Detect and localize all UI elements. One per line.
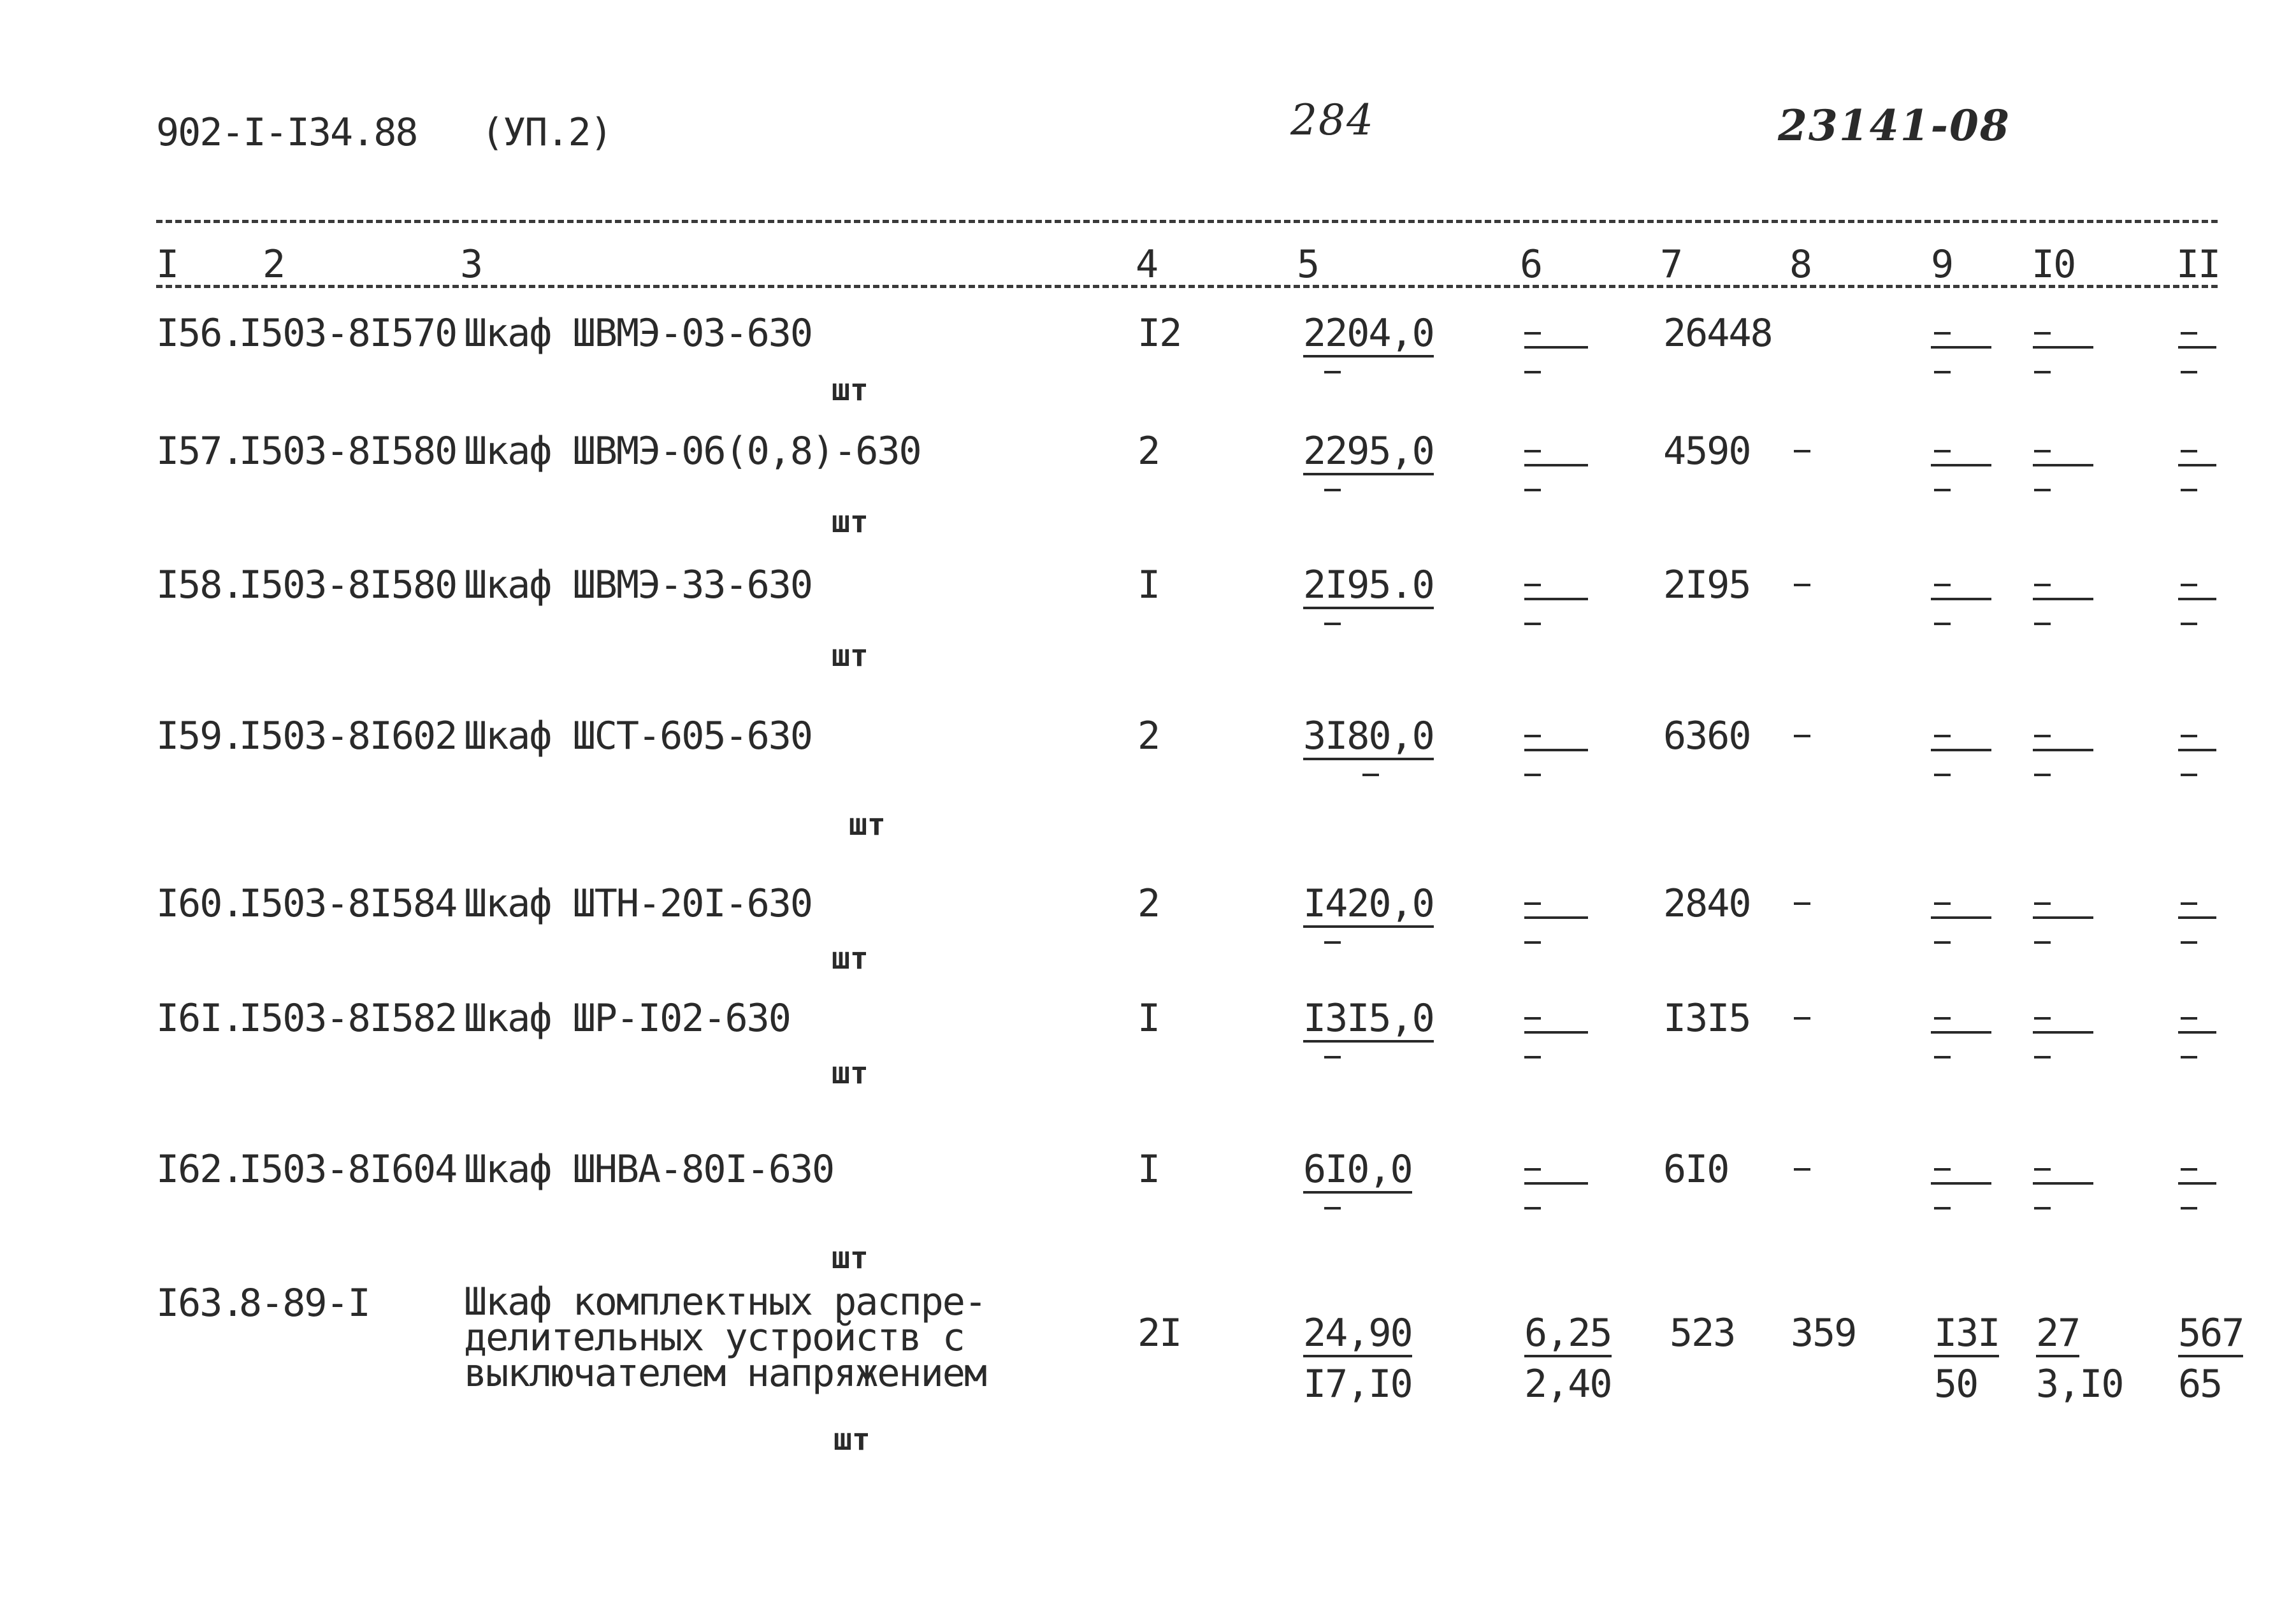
empty-col11-top [2178, 598, 2216, 600]
empty-col6-dash [1524, 450, 1541, 452]
row-unit: шт [832, 372, 869, 408]
empty-col10-top [2033, 749, 2093, 751]
row-total: 4590 [1663, 429, 1751, 473]
empty-col9-dash [1934, 584, 1951, 586]
empty-col6-dash [1524, 902, 1541, 905]
empty-col8-dash [1794, 1168, 1810, 1171]
row-price: I3I5,0 [1303, 999, 1434, 1043]
empty-col6-bottom [1524, 1207, 1541, 1210]
row-col6-bottom: 2,40 [1524, 1362, 1612, 1406]
empty-col10-dash [2034, 902, 2051, 905]
empty-price-bottom [1362, 774, 1379, 776]
empty-col11-bottom [2181, 774, 2197, 776]
empty-col9-bottom [1934, 1207, 1951, 1210]
empty-col9-dash [1934, 1168, 1951, 1171]
empty-col11-dash [2181, 450, 2197, 452]
empty-col9-dash [1934, 450, 1951, 452]
row-total: 2I95 [1663, 563, 1751, 607]
table-top-border [156, 220, 2218, 223]
row-position: I62. [156, 1147, 243, 1192]
empty-col6-top [1524, 1031, 1588, 1034]
empty-col10-top [2033, 346, 2093, 349]
document-code: 902-I-I34.88 [156, 110, 417, 155]
row-price: 6I0,0 [1303, 1150, 1412, 1194]
table-header-border [156, 285, 2218, 288]
empty-col11-bottom [2181, 489, 2197, 491]
empty-col11-bottom [2181, 1207, 2197, 1210]
empty-col6-bottom [1524, 1056, 1541, 1058]
empty-col10-bottom [2034, 1207, 2051, 1210]
row-col6-top: 6,25 [1524, 1314, 1612, 1357]
row-col11-top: 567 [2178, 1314, 2243, 1357]
empty-col11-top [2178, 1031, 2216, 1034]
row-name: Шкаф ШНВА-80I-630 [464, 1147, 834, 1192]
empty-col10-bottom [2034, 489, 2051, 491]
column-header-3: 3 [460, 242, 482, 287]
empty-col6-dash [1524, 1017, 1541, 1020]
column-header-8: 8 [1789, 242, 1812, 287]
empty-col10-top [2033, 1182, 2093, 1185]
row-unit: шт [832, 941, 869, 976]
column-header-2: 2 [263, 242, 285, 287]
empty-col10-dash [2034, 1168, 2051, 1171]
row-qty: 2 [1137, 429, 1160, 473]
row-unit: шт [834, 1422, 870, 1457]
empty-col9-top [1931, 598, 1991, 600]
row-name [464, 1280, 986, 1396]
row-price: 3I80,0 [1303, 717, 1434, 760]
empty-price-bottom [1324, 489, 1341, 491]
row-col8: 359 [1791, 1311, 1856, 1355]
empty-col9-top [1931, 749, 1991, 751]
empty-col8-dash [1794, 902, 1810, 905]
empty-col10-dash [2034, 450, 2051, 452]
empty-col9-bottom [1934, 774, 1951, 776]
empty-col11-top [2178, 464, 2216, 466]
empty-col10-top [2033, 1031, 2093, 1034]
row-code: I503-8I582 [239, 996, 457, 1041]
empty-col6-bottom [1524, 941, 1541, 944]
row-total: 26448 [1663, 311, 1772, 356]
empty-col11-top [2178, 749, 2216, 751]
empty-col11-dash [2181, 584, 2197, 586]
empty-col11-bottom [2181, 1056, 2197, 1058]
row-position: I63. [156, 1281, 243, 1325]
row-unit: шт [849, 807, 886, 842]
empty-col11-dash [2181, 332, 2197, 335]
row-col9-bottom: 50 [1934, 1362, 1978, 1406]
empty-col9-bottom [1934, 623, 1951, 625]
row-total: 6I0 [1663, 1147, 1729, 1192]
row-position: I57. [156, 429, 243, 473]
row-qty: I [1137, 996, 1160, 1041]
inventory-stamp: 23141-08 [1778, 101, 2011, 150]
empty-col11-dash [2181, 735, 2197, 737]
empty-price-bottom [1324, 1207, 1341, 1210]
empty-col10-dash [2034, 332, 2051, 335]
row-code: I503-8I570 [239, 311, 457, 356]
empty-col9-top [1931, 1182, 1991, 1185]
empty-col10-bottom [2034, 371, 2051, 373]
empty-col9-dash [1934, 902, 1951, 905]
empty-col9-bottom [1934, 371, 1951, 373]
empty-col6-top [1524, 598, 1588, 600]
row-position: I56. [156, 311, 243, 356]
row-code: I503-8I580 [239, 563, 457, 607]
row-name: Шкаф ШР-I02-630 [464, 996, 790, 1041]
empty-col11-bottom [2181, 371, 2197, 373]
empty-col10-bottom [2034, 774, 2051, 776]
empty-col11-bottom [2181, 941, 2197, 944]
row-price-bottom: I7,I0 [1303, 1362, 1412, 1406]
column-header-1: I [156, 242, 178, 287]
row-position: I60. [156, 881, 243, 926]
empty-col10-top [2033, 598, 2093, 600]
album-label: (УП.2) [481, 110, 612, 155]
empty-col9-top [1931, 346, 1991, 349]
empty-col9-bottom [1934, 941, 1951, 944]
empty-col11-bottom [2181, 623, 2197, 625]
row-total: I3I5 [1663, 996, 1751, 1041]
row-code: I503-8I604 [239, 1147, 457, 1192]
empty-col10-bottom [2034, 1056, 2051, 1058]
row-code: I503-8I580 [239, 429, 457, 473]
empty-col6-dash [1524, 1168, 1541, 1171]
empty-col10-bottom [2034, 623, 2051, 625]
empty-col11-top [2178, 916, 2216, 919]
empty-col8-dash [1794, 584, 1810, 586]
row-qty: I2 [1137, 311, 1181, 356]
row-unit: шт [832, 638, 869, 674]
empty-col6-bottom [1524, 623, 1541, 625]
empty-col6-bottom [1524, 371, 1541, 373]
empty-col6-top [1524, 916, 1588, 919]
row-price: 2295,0 [1303, 432, 1434, 475]
empty-col9-dash [1934, 735, 1951, 737]
empty-col10-bottom [2034, 941, 2051, 944]
row-code: 8-89-I [239, 1281, 370, 1325]
empty-price-bottom [1324, 371, 1341, 373]
column-header-6: 6 [1520, 242, 1542, 287]
empty-price-bottom [1324, 623, 1341, 625]
row-qty: 2I [1137, 1311, 1181, 1355]
empty-col6-top [1524, 464, 1588, 466]
empty-col6-bottom [1524, 489, 1541, 491]
row-price: I420,0 [1303, 885, 1434, 928]
row-col11-bottom: 65 [2178, 1362, 2222, 1406]
empty-col11-dash [2181, 1168, 2197, 1171]
row-name-line: выключателем напряжением [464, 1351, 986, 1396]
row-col10-bottom: 3,I0 [2036, 1362, 2123, 1406]
empty-col11-dash [2181, 1017, 2197, 1020]
row-qty: 2 [1137, 881, 1160, 926]
column-header-5: 5 [1297, 242, 1319, 287]
row-name: Шкаф ШТН-20I-630 [464, 881, 812, 926]
empty-col10-top [2033, 916, 2093, 919]
row-name-line: делительных устройств с [464, 1315, 964, 1360]
page-number: 284 [1290, 96, 1375, 145]
row-position: I6I. [156, 996, 243, 1041]
row-total: 523 [1670, 1311, 1735, 1355]
row-name: Шкаф ШВМЭ-33-630 [464, 563, 812, 607]
row-name-line: Шкаф комплектных распре- [464, 1280, 986, 1324]
empty-col10-dash [2034, 584, 2051, 586]
row-col10-top: 27 [2036, 1314, 2079, 1357]
row-qty: I [1137, 1147, 1160, 1192]
row-position: I58. [156, 563, 243, 607]
empty-col6-top [1524, 346, 1588, 349]
row-code: I503-8I584 [239, 881, 457, 926]
row-name: Шкаф ШВМЭ-03-630 [464, 311, 812, 356]
row-qty: I [1137, 563, 1160, 607]
row-price-top: 24,90 [1303, 1314, 1412, 1357]
empty-col9-top [1931, 1031, 1991, 1034]
empty-col10-dash [2034, 1017, 2051, 1020]
row-name: Шкаф ШВМЭ-06(0,8)-630 [464, 429, 921, 473]
column-header-7: 7 [1660, 242, 1682, 287]
row-total: 6360 [1663, 714, 1751, 758]
column-header-4: 4 [1136, 242, 1158, 287]
empty-col6-top [1524, 1182, 1588, 1185]
empty-col9-top [1931, 916, 1991, 919]
empty-col9-top [1931, 464, 1991, 466]
row-position: I59. [156, 714, 243, 758]
row-unit: шт [832, 1240, 869, 1276]
empty-price-bottom [1324, 941, 1341, 944]
row-price: 2204,0 [1303, 314, 1434, 358]
row-price: 2I95.0 [1303, 566, 1434, 609]
empty-col6-bottom [1524, 774, 1541, 776]
empty-col6-dash [1524, 735, 1541, 737]
empty-col6-top [1524, 749, 1588, 751]
empty-col8-dash [1794, 1017, 1810, 1020]
row-col9-top: I3I [1934, 1314, 1999, 1357]
empty-col8-dash [1794, 735, 1810, 737]
empty-col11-dash [2181, 902, 2197, 905]
row-unit: шт [832, 504, 869, 540]
column-header-9: 9 [1931, 242, 1953, 287]
empty-col10-top [2033, 464, 2093, 466]
empty-col10-dash [2034, 735, 2051, 737]
row-unit: шт [832, 1055, 869, 1091]
empty-col6-dash [1524, 584, 1541, 586]
empty-col9-dash [1934, 1017, 1951, 1020]
row-total: 2840 [1663, 881, 1751, 926]
empty-col9-bottom [1934, 1056, 1951, 1058]
empty-col11-top [2178, 1182, 2216, 1185]
empty-col8-dash [1794, 450, 1810, 452]
empty-col11-top [2178, 346, 2216, 349]
empty-col6-dash [1524, 332, 1541, 335]
column-header-10: I0 [2032, 242, 2076, 287]
empty-price-bottom [1324, 1056, 1341, 1058]
row-code: I503-8I602 [239, 714, 457, 758]
empty-col9-dash [1934, 332, 1951, 335]
column-header-11: II [2176, 242, 2220, 287]
row-qty: 2 [1137, 714, 1160, 758]
empty-col9-bottom [1934, 489, 1951, 491]
row-name: Шкаф ШСТ-605-630 [464, 714, 812, 758]
